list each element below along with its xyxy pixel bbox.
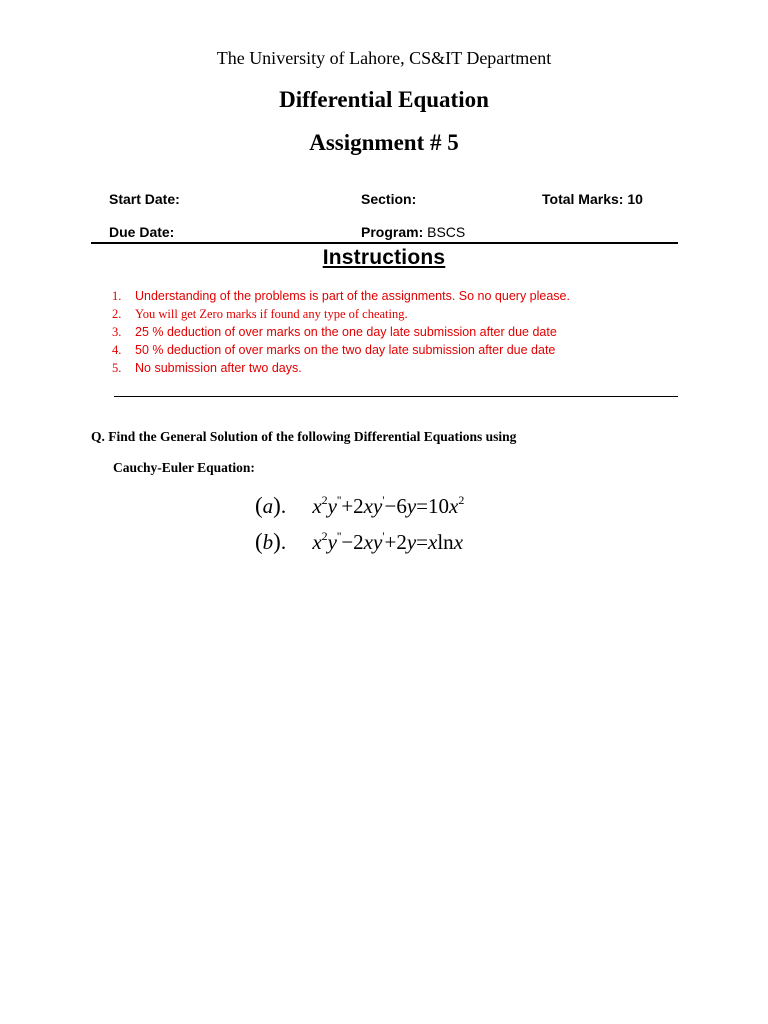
- program-label: Program:: [361, 224, 424, 240]
- list-item: 4. 50 % deduction of over marks on the two day late submission after due date: [112, 343, 556, 357]
- instructions-list: [112, 288, 570, 378]
- equation-a: (a). $x^2y''+2xy'-6y=10x^2$: [255, 493, 465, 518]
- total-marks-value: 10: [627, 191, 643, 207]
- equation-b: (b). $x^2y''-2xy'+2y=xlnx$: [255, 529, 464, 554]
- equation-label: a: [262, 494, 274, 518]
- equation-rhs: $10x^2$: [428, 493, 465, 518]
- program-value: BSCS: [427, 224, 466, 240]
- due-date-label: Due Date:: [109, 224, 175, 240]
- assignment-title: Assignment # 5: [309, 130, 459, 155]
- equation-rhs: xlnx: [428, 530, 464, 554]
- list-item: 3. 25 % deduction of over marks on the one day late submission after due date: [112, 325, 557, 339]
- start-date-label: Start Date:: [109, 191, 180, 207]
- total-marks-label: Total Marks:: [542, 191, 624, 207]
- equation-label: b: [262, 530, 274, 554]
- section-label: Section:: [361, 191, 417, 207]
- course-title: Differential Equation: [279, 87, 489, 112]
- question-subtext: Cauchy-Euler Equation:: [113, 460, 255, 475]
- list-item: 1. Understanding of the problems is part of the assignments. So no query please.: [112, 289, 570, 303]
- list-item: 2. You will get Zero marks if found any type of cheating.: [112, 307, 408, 321]
- question-text: Q. Find the General Solution of the following Differential Equations using: [91, 429, 517, 444]
- list-item: 5. No submission after two days.: [112, 361, 302, 375]
- university-header: The University of Lahore, CS&IT Department: [216, 48, 552, 68]
- total-marks: [542, 191, 643, 207]
- instructions-divider: [114, 396, 678, 397]
- program: [361, 224, 465, 240]
- instructions-heading: Instructions: [322, 246, 446, 269]
- header-divider: [91, 242, 678, 244]
- equation-lhs: $x^2y''-2xy'+2y$: [312, 529, 417, 554]
- equation-lhs: $x^2y''+2xy'-6y$: [312, 493, 417, 518]
